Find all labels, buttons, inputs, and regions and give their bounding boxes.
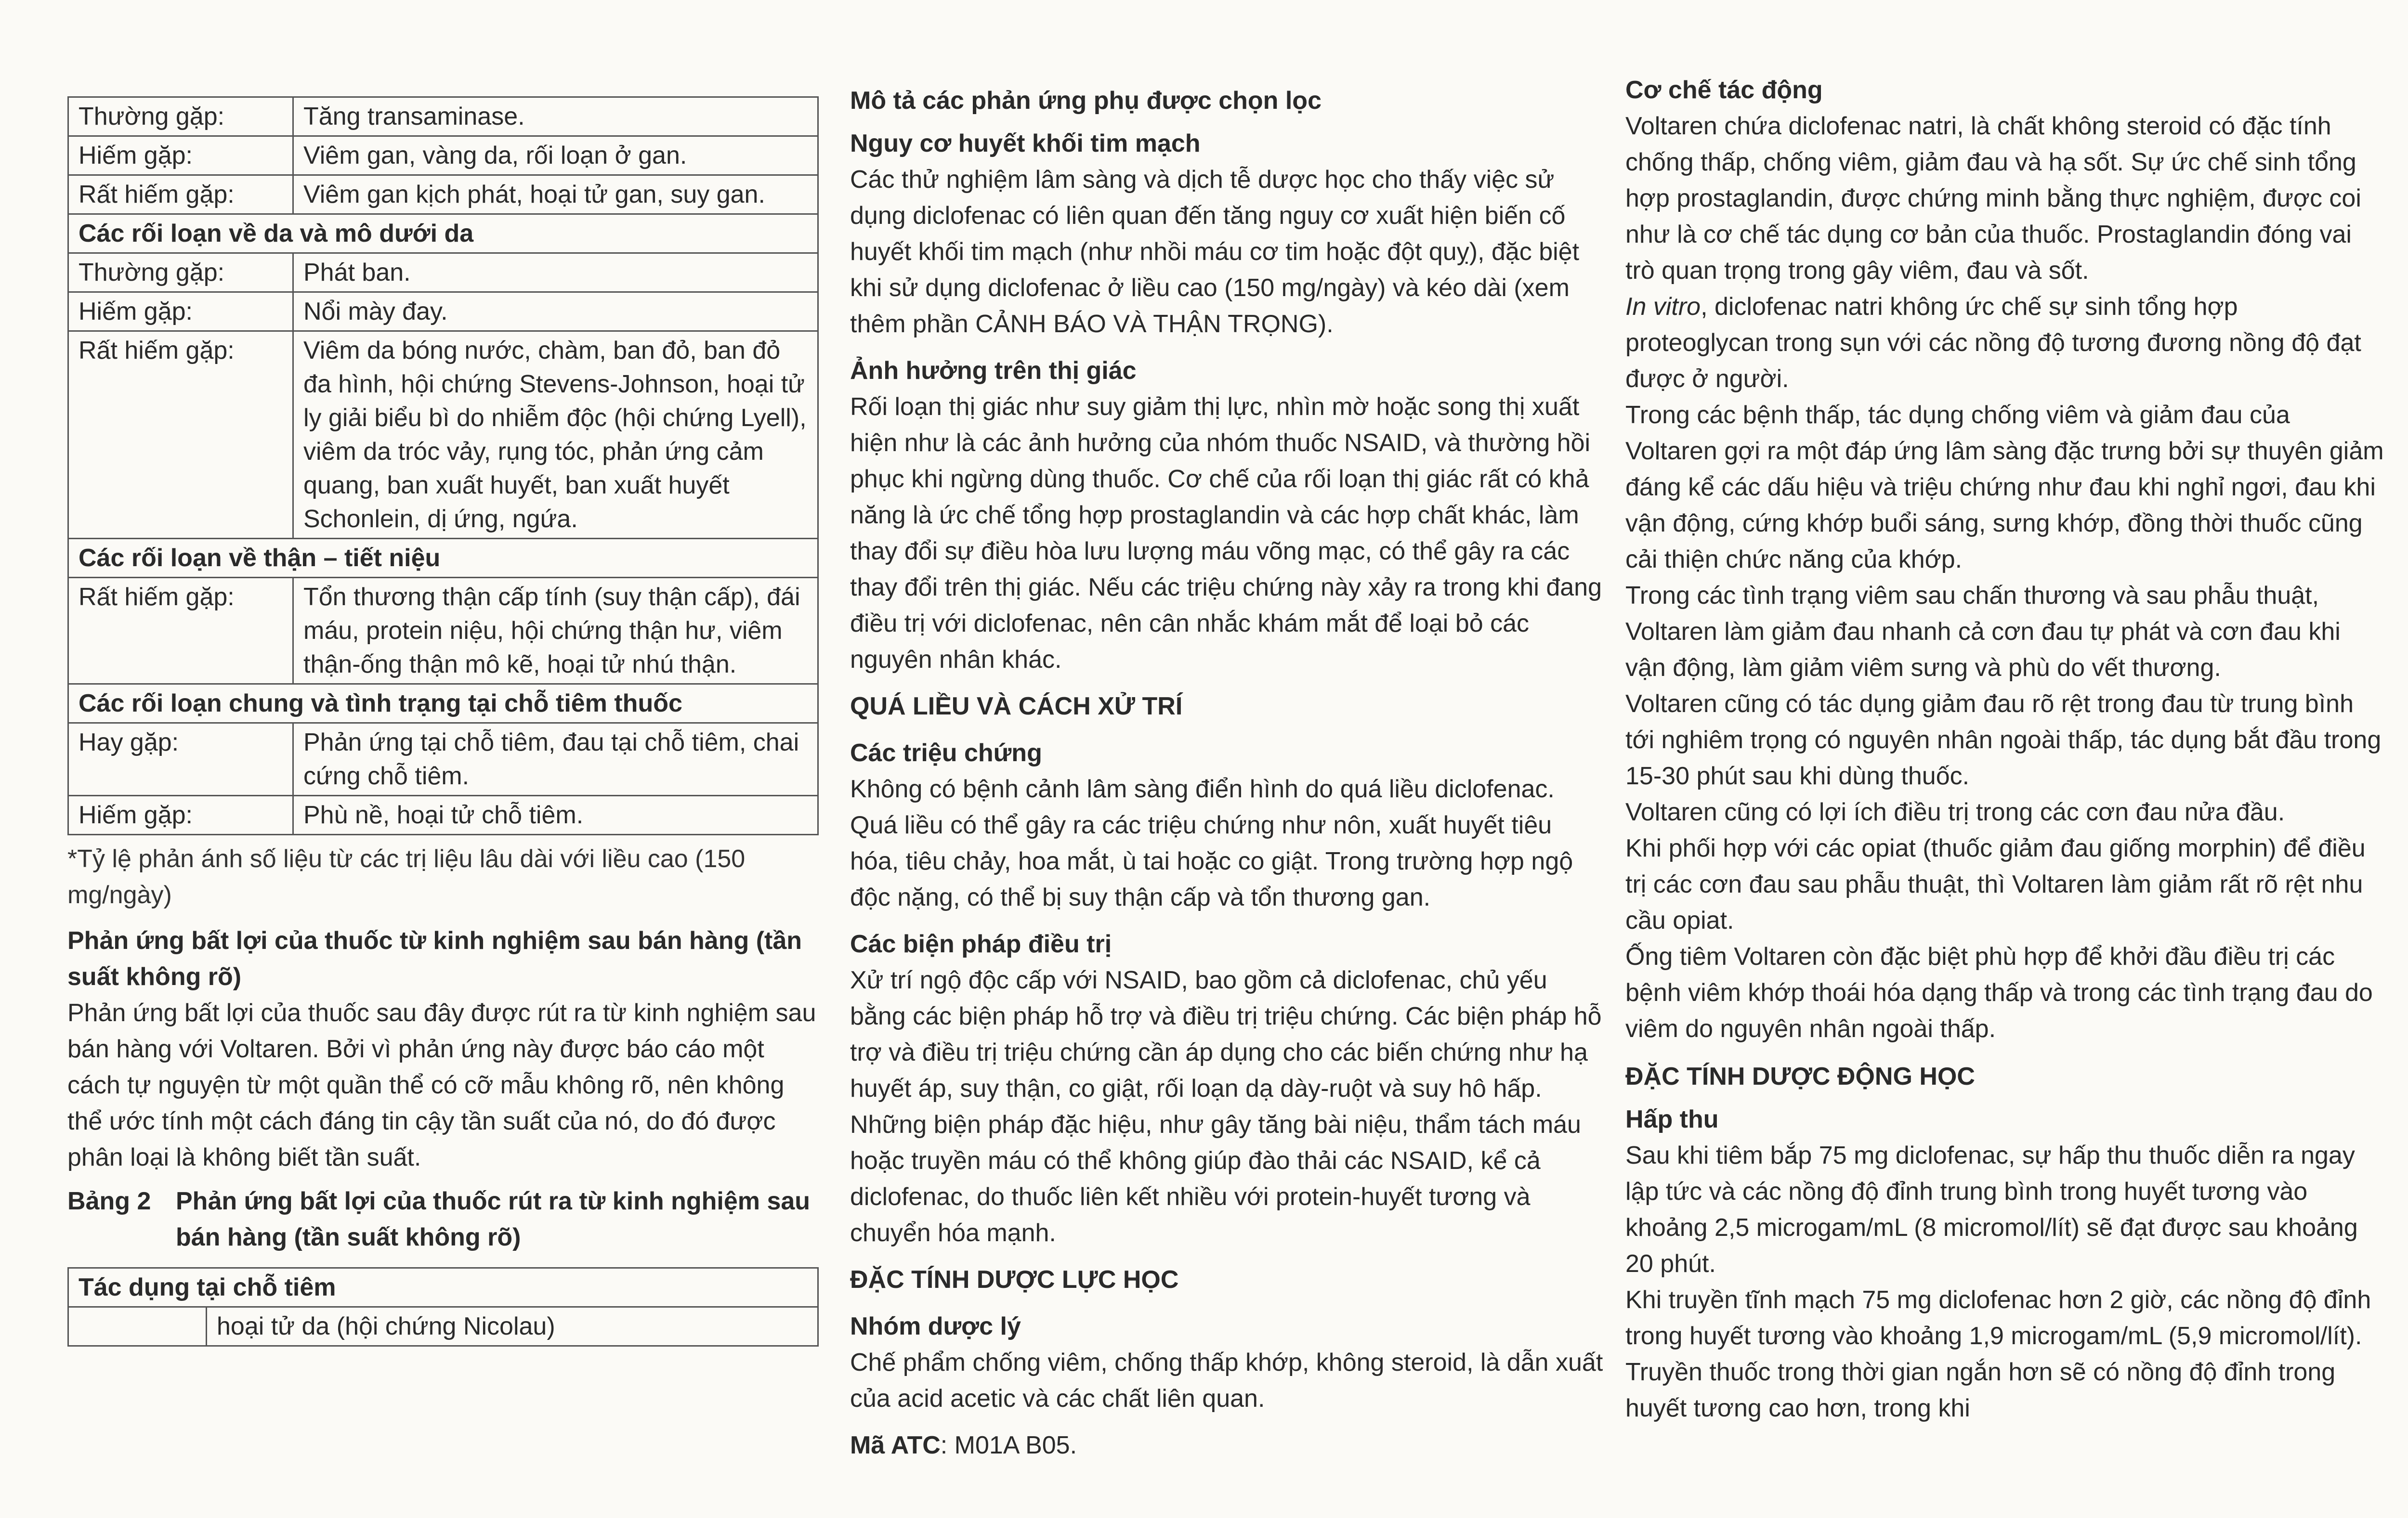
table-row [68,97,818,136]
table2-group-cell: Tác dụng tại chỗ tiêm [68,1268,818,1307]
frequency-cell: Hiếm gặp: [68,796,293,835]
mechanism-heading: Cơ chế tác động [1625,76,1823,104]
absorption-text-1: Sau khi tiêm bắp 75 mg diclofenac, sự hấp thu thuốc diễn ra ngay lập tức và các nồng độ đỉnh trung bình trong huyết tương vào khoảng 2,5 microgam/mL (8 micromol/lít) sẽ đạt được sau khoảng 20 phút. [1625,1142,2358,1278]
table-footnote: *Tỷ lệ phản ánh số liệu từ các trị liệu lâu dài với liều cao (150 mg/ngày) [67,845,746,909]
table-row [68,253,818,292]
table-row [68,292,818,331]
treatment-heading: Các biện pháp điều trị [850,930,1112,958]
frequency-cell: Hay gặp: [68,723,293,796]
frequency-cell: Rất hiếm gặp: [68,578,293,684]
adverse-reactions-table [67,96,819,835]
overdose-heading: QUÁ LIỀU VÀ CÁCH XỬ TRÍ [850,692,1183,720]
frequency-cell: Thường gặp: [68,97,293,136]
table-group-row [68,214,818,253]
table2-reaction-cell: hoại tử da (hội chứng Nicolau) [207,1307,818,1346]
cardio-risk-heading: Nguy cơ huyết khối tim mạch [850,130,1201,157]
mechanism-text-2 [1625,289,2386,397]
frequency-cell: Rất hiếm gặp: [68,331,293,539]
reaction-cell: Phản ứng tại chỗ tiêm, đau tại chỗ tiêm, chai cứng chỗ tiêm. [293,723,818,796]
reaction-cell: Tổn thương thận cấp tính (suy thận cấp), đái máu, protein niệu, hội chứng thận hư, viêm thận-ống thận mô kẽ, hoại tử nhú thận. [293,578,818,684]
reaction-cell: Viêm gan, vàng da, rối loạn ở gan. [293,136,818,175]
mechanism-text-8: Ống tiêm Voltaren còn đặc biệt phù hợp để khởi đầu điều trị các bệnh viêm khớp thoái hóa dạng thấp và trong các tình trạng đau do viêm do nguyên nhân ngoài thấp. [1625,943,2373,1043]
column-left [67,0,819,1347]
table-row [68,175,818,214]
table-row [68,331,818,539]
table2-caption [67,1183,819,1256]
treatment-text-1: Xử trí ngộ độc cấp với NSAID, bao gồm cả diclofenac, chủ yếu bằng các biện pháp hỗ trợ và điều trị triệu chứng. Các biện pháp hỗ trợ và điều trị triệu chứng cần áp dụng cho các biến chứng như hạ huyết áp, suy thận, co giật, rối loạn dạ dày-ruột và suy hô hấp. [850,966,1602,1103]
reaction-cell: Phát ban. [293,253,818,292]
mechanism-text-4: Trong các tình trạng viêm sau chấn thương và sau phẫu thuật, Voltaren làm giảm đau nhanh cả cơn đau tự phát và cơn đau khi vận động, làm giảm viêm sưng và phù do vết thương. [1625,582,2341,682]
reaction-cell: Phù nề, hoại tử chỗ tiêm. [293,796,818,835]
table-group-row [68,539,818,578]
reaction-cell: Viêm da bóng nước, chàm, ban đỏ, ban đỏ đa hình, hội chứng Stevens-Johnson, hoại tử ly giải biểu bì do nhiễm độc (hội chứng Lyell), viêm da tróc vảy, rụng tóc, phản ứng cảm quang, ban xuất huyết, ban xuất huyết Schonlein, dị ứng, ngứa. [293,331,818,539]
in-vitro-label: In vitro [1625,293,1701,321]
table-row [68,578,818,684]
symptoms-text: Không có bệnh cảnh lâm sàng điển hình do quá liều diclofenac. Quá liều có thể gây ra các triệu chứng như nôn, xuất huyết tiêu hóa, tiêu chảy, hoa mắt, ù tai hoặc co giật. Trong trường hợp ngộ độc nặng, có thể bị suy thận cấp và tổn thương gan. [850,775,1573,911]
absorption-heading: Hấp thu [1625,1105,1719,1133]
post-marketing-table [67,1267,819,1347]
table-group-cell: Các rối loạn chung và tình trạng tại chỗ tiêm thuốc [68,684,818,723]
atc-label: Mã ATC [850,1431,941,1459]
table-row [68,1268,818,1307]
selected-reactions-heading: Mô tả các phản ứng phụ được chọn lọc [850,87,1322,115]
table2-number: Bảng 2 [67,1187,151,1215]
reaction-cell: Viêm gan kịch phát, hoại tử gan, suy gan. [293,175,818,214]
pharmacodynamics-heading: ĐẶC TÍNH DƯỢC LỰC HỌC [850,1266,1179,1294]
table2-title: Phản ứng bất lợi của thuốc rút ra từ kinh nghiệm sau bán hàng (tần suất không rõ) [176,1187,811,1251]
vision-text: Rối loạn thị giác như suy giảm thị lực, nhìn mờ hoặc song thị xuất hiện như là các ảnh hưởng của nhóm thuốc NSAID, và thường hồi phục khi ngừng dùng thuốc. Cơ chế của rối loạn thị giác rất có khả năng là ức chế tổng hợp prostaglandin và các hợp chất khác, làm thay đổi sự điều hòa lưu lượng máu võng mạc, có thể gây ra các thay đổi trên thị giác. Nếu các triệu chứng này xảy ra trong khi đang điều trị với diclofenac, nên cân nhắc khám mắt để loại bỏ các nguyên nhân khác. [850,393,1602,674]
column-middle [850,0,1604,1464]
post-marketing-text: Phản ứng bất lợi của thuốc sau đây được rút ra từ kinh nghiệm sau bán hàng với Voltaren. Bởi vì phản ứng này được báo cáo một cách tự nguyện từ một quần thể có cỡ mẫu không rõ, nên không thể ước tính một cách đáng tin cậy tần suất của nó, do đó được phân loại là không biết tần suất. [67,999,816,1171]
frequency-cell: Hiếm gặp: [68,292,293,331]
mechanism-text-1: Voltaren chứa diclofenac natri, là chất không steroid có đặc tính chống thấp, chống viêm, giảm đau và hạ sốt. Sự ức chế sinh tổng hợp prostaglandin, được chứng minh bằng thực nghiệm, được coi như là cơ chế tác dụng cơ bản của thuốc. Prostaglandin đóng vai trò quan trọng trong gây viêm, đau và sốt. [1625,112,2361,285]
mechanism-text-2-rest: , diclofenac natri không ức chế sự sinh tổng hợp proteoglycan trong sụn với các nồng độ tương đương nồng độ đạt được ở người. [1625,293,2361,393]
table-row [68,796,818,835]
table-row [68,136,818,175]
mechanism-text-7: Khi phối hợp với các opiat (thuốc giảm đau giống morphin) để điều trị các cơn đau sau phẫu thuật, thì Voltaren làm giảm rất rõ rệt nhu cầu opiat. [1625,834,2366,934]
table2-empty-cell [68,1307,207,1346]
table-row [68,723,818,796]
vision-heading: Ảnh hưởng trên thị giác [850,357,1137,385]
frequency-cell: Hiếm gặp: [68,136,293,175]
cardio-risk-text: Các thử nghiệm lâm sàng và dịch tễ dược học cho thấy việc sử dụng diclofenac có liên quan đến tăng nguy cơ xuất hiện biến cố huyết khối tim mạch (như nhồi máu cơ tim hoặc đột quỵ), đặc biệt khi sử dụng diclofenac ở liều cao (150 mg/ngày) và kéo dài (xem thêm phần CẢNH BÁO VÀ THẬN TRỌNG). [850,166,1580,338]
table-row [68,1307,818,1346]
reaction-cell: Nổi mày đay. [293,292,818,331]
table-group-row [68,684,818,723]
pharmacological-group-text: Chế phẩm chống viêm, chống thấp khớp, không steroid, là dẫn xuất của acid acetic và các chất liên quan. [850,1349,1603,1413]
table-group-cell: Các rối loạn về da và mô dưới da [68,214,818,253]
pharmacokinetics-heading: ĐẶC TÍNH DƯỢC ĐỘNG HỌC [1625,1063,1975,1090]
frequency-cell: Thường gặp: [68,253,293,292]
absorption-text-2: Khi truyền tĩnh mạch 75 mg diclofenac hơn 2 giờ, các nồng độ đỉnh trong huyết tương vào khoảng 1,9 microgam/mL (5,9 micromol/lít). Truyền thuốc trong thời gian ngắn hơn sẽ có nồng độ đỉnh trong huyết tương cao hơn, trong khi [1625,1286,2371,1422]
column-right [1625,0,2386,1427]
mechanism-text-3: Trong các bệnh thấp, tác dụng chống viêm và giảm đau của Voltaren gợi ra một đáp ứng lâm sàng đặc trưng bởi sự thuyên giảm đáng kể các dấu hiệu và triệu chứng như đau khi nghỉ ngơi, đau khi vận động, cứng khớp buổi sáng, sưng khớp, đồng thời thuốc cũng cải thiện chức năng của khớp. [1625,401,2384,573]
pharmacological-group-heading: Nhóm dược lý [850,1312,1021,1340]
frequency-cell: Rất hiếm gặp: [68,175,293,214]
atc-code [850,1427,1604,1464]
atc-value: : M01A B05. [940,1431,1077,1459]
treatment-text-2: Những biện pháp đặc hiệu, như gây tăng bài niệu, thẩm tách máu hoặc truyền máu có thể không giúp đào thải các NSAID, kể cả diclofenac, do thuốc liên kết nhiều với protein-huyết tương và chuyển hóa mạnh. [850,1111,1581,1247]
mechanism-text-6: Voltaren cũng có lợi ích điều trị trong các cơn đau nửa đầu. [1625,798,2285,826]
table-group-cell: Các rối loạn về thận – tiết niệu [68,539,818,578]
mechanism-text-5: Voltaren cũng có tác dụng giảm đau rõ rệt trong đau từ trung bình tới nghiêm trọng có nguyên nhân ngoài thấp, tác dụng bắt đầu trong 15-30 phút sau khi dùng thuốc. [1625,690,2382,790]
post-marketing-heading: Phản ứng bất lợi của thuốc từ kinh nghiệm sau bán hàng (tần suất không rõ) [67,927,802,991]
symptoms-heading: Các triệu chứng [850,739,1042,767]
reaction-cell: Tăng transaminase. [293,97,818,136]
